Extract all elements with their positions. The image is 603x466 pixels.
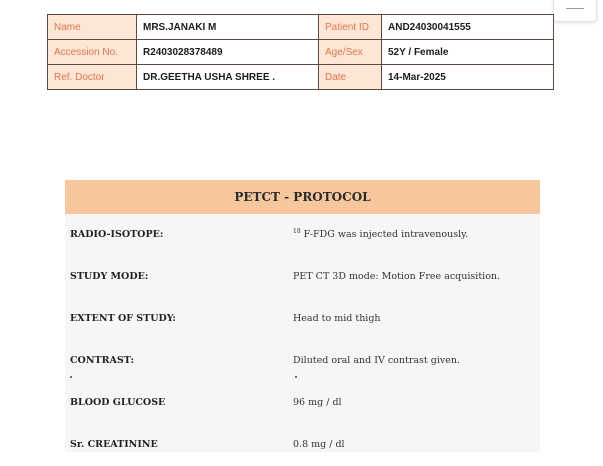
age-sex-label: Age/Sex: [319, 40, 382, 65]
creatinine-label: Sr. CREATININE: [70, 439, 158, 450]
ref-doctor-value: DR.GEETHA USHA SHREE .: [137, 65, 319, 90]
patient-row-2: [48, 40, 554, 65]
name-label: Name: [48, 15, 137, 40]
age-sex-value: 52Y / Female: [382, 40, 554, 65]
contrast-value: Diluted oral and IV contrast given.: [293, 355, 460, 366]
bullet-dot: [70, 376, 72, 378]
radio-isotope-value: [293, 214, 468, 256]
protocol-row-blood-glucose: [65, 382, 540, 424]
protocol-title: PETCT - PROTOCOL: [65, 180, 540, 214]
patient-row-1: [48, 15, 554, 40]
accession-label: Accession No.: [48, 40, 137, 65]
blood-glucose-label: BLOOD GLUCOSE: [70, 397, 166, 408]
extent-value: Head to mid thigh: [293, 313, 381, 324]
protocol-row-contrast: [65, 340, 540, 382]
protocol-section: [65, 180, 540, 452]
date-value: 14-Mar-2025: [382, 65, 554, 90]
radio-isotope-text: F-FDG was injected intravenously.: [303, 229, 469, 240]
accession-value: R2403028378489: [137, 40, 319, 65]
radio-isotope-label: RADIO-ISOTOPE:: [70, 229, 164, 240]
isotope-mass-number: 18: [293, 227, 301, 235]
creatinine-value: 0.8 mg / dl: [293, 439, 345, 450]
protocol-row-study-mode: [65, 256, 540, 298]
study-mode-value: PET CT 3D mode: Motion Free acquisition.: [293, 271, 501, 282]
patient-id-label: Patient ID: [319, 15, 382, 40]
protocol-row-creatinine: [65, 424, 540, 466]
patient-id-value: AND24030041555: [382, 15, 554, 40]
patient-info-table: [47, 14, 554, 90]
extent-label: EXTENT OF STUDY:: [70, 313, 176, 324]
minus-icon: [566, 8, 584, 9]
contrast-label: CONTRAST:: [70, 355, 134, 366]
name-value: MRS.JANAKI M: [137, 15, 319, 40]
blood-glucose-value: 96 mg / dl: [293, 397, 342, 408]
ref-doctor-label: Ref. Doctor: [48, 65, 137, 90]
protocol-row-radio-isotope: [65, 214, 540, 256]
bullet-dot: [295, 376, 297, 378]
minimize-button[interactable]: [553, 0, 597, 22]
protocol-row-extent: [65, 298, 540, 340]
patient-row-3: [48, 65, 554, 90]
study-mode-label: STUDY MODE:: [70, 271, 149, 282]
date-label: Date: [319, 65, 382, 90]
